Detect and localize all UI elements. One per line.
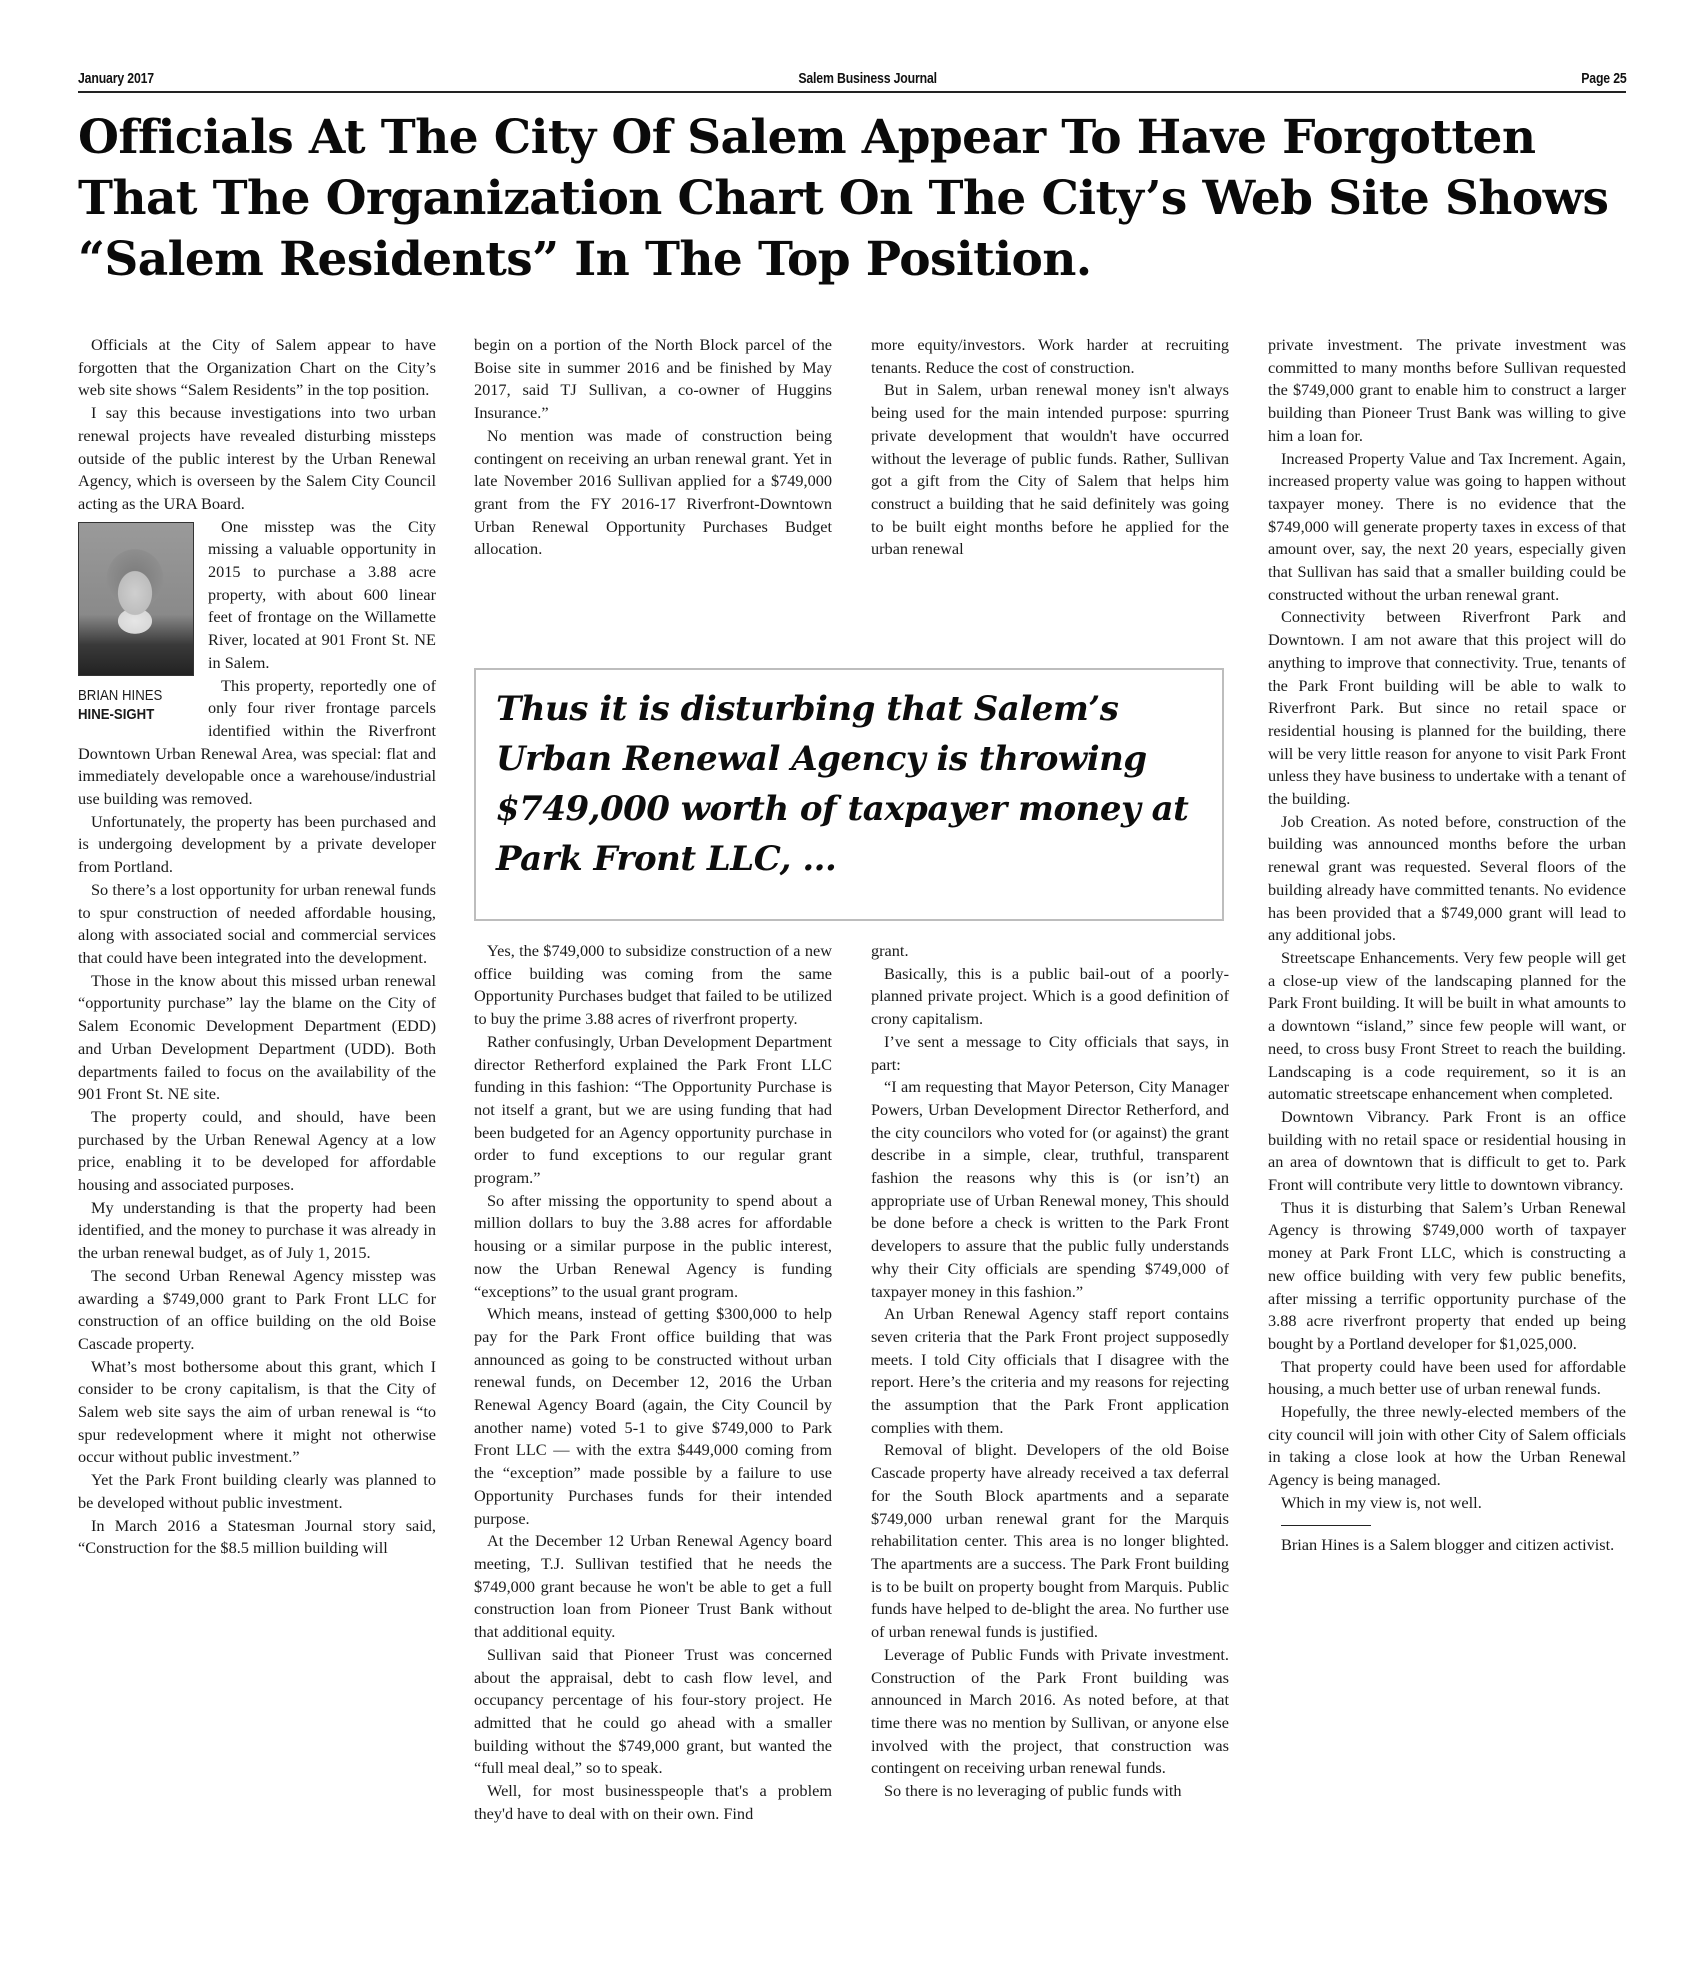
paragraph: Sullivan said that Pioneer Trust was concerned about the appraisal, debt to cash flow level, and occupancy percentage of his four-story project. He admitted that he could go ahead with a smaller building without the $749,000 grant, but wanted the “full meal deal,” so to speak. [474,1644,832,1778]
paragraph: I’ve sent a message to City officials that says, in part: [871,1031,1229,1074]
paragraph: Which in my view is, not well. [1281,1492,1482,1512]
paragraph: No mention was made of construction being contingent on receiving an urban renewal grant. Yet in late November 2016 Sullivan applied for a $749,000 grant from the FY 2016-17 Riverfront-Downtown Urban Renewal Opportunity Purchases Budget allocation. [474,425,832,559]
paragraph: begin on a portion of the North Block parcel of the Boise site in summer 2016 and be finished by May 2017, said TJ Sullivan, a co-owner of Huggins Insurance.” [474,335,832,423]
paragraph: The property could, and should, have been purchased by the Urban Renewal Agency at a low price, enabling it to be developed for affordable housing and associated purposes. [78,1106,436,1195]
paragraph: That property could have been used for affordable housing, a much better use of urban renewal funds. [1268,1356,1626,1399]
column-3-bottom [871,940,1229,1803]
paragraph: At the December 12 Urban Renewal Agency board meeting, T.J. Sullivan testified that he needs the $749,000 grant because he won't be able to get a full construction loan from Pioneer Trust Bank without that additional equity. [474,1531,832,1642]
paragraph: Hopefully, the three newly-elected members of the city council will join with other City of Salem officials in taking a close look at how the Urban Renewal Agency is being managed. [1268,1402,1626,1490]
author-bio: Brian Hines is a Salem blogger and citizen activist. [1281,1534,1615,1554]
pull-quote-box [474,668,1224,921]
paragraph: One misstep was the City missing a valuable opportunity in 2015 to purchase a 3.88 acre property, with about 600 linear feet of frontage on the Willamette River, located at 901 Front St. NE in Salem. [208,516,436,672]
paragraph: Leverage of Public Funds with Private investment. Construction of the Park Front building was announced in March 2016. As noted before, at that time there was no mention by Sullivan, or anyone else involved with the project, that construction was contingent on receiving urban renewal funds. [871,1644,1229,1778]
paragraph: grant. [871,941,909,960]
paragraph: Connectivity between Riverfront Park and Downtown. I am not aware that this project will do anything to improve that connectivity. True, tenants of the Park Front building will be able to walk to Riverfront Park. But since no retail space or residential housing is planned for the building, there will be very little reason for anyone to visit Park Front unless they have business to undertake with a tenant of the building. [1268,607,1626,809]
author-byline [78,522,196,725]
paragraph: Yet the Park Front building clearly was planned to be developed without public investment. [78,1470,436,1512]
paragraph: Yes, the $749,000 to subsidize construction of a new office building was coming from the same Opportunity Purchases budget that failed to be utilized to buy the prime 3.88 acres of riverfront property. [474,941,832,1029]
page-number: Page 25 [1581,70,1627,87]
column-3-top [871,334,1229,561]
paragraph: Officials at the City of Salem appear to have forgotten that the Organization Chart on the City’s web site shows “Salem Residents” in the top position. [78,335,436,400]
issue-date: January 2017 [78,70,154,87]
paragraph: Thus it is disturbing that Salem’s Urban Renewal Agency is throwing $749,000 worth of taxpayer money at Park Front LLC, which is constructing a new office building with very few public benefits, after missing a terrific opportunity purchase of the 3.88 acre riverfront property that ended up being bought by a Portland developer for $1,025,000. [1268,1197,1626,1353]
author-photo [78,522,194,676]
paragraph: Well, for most businesspeople that's a problem they'd have to deal with on their own. Find [474,1781,832,1823]
paragraph: But in Salem, urban renewal money isn't always being used for the main intended purpose: spurring private development that wouldn't have occurred without the leverage of public funds. Rather, Sullivan got a gift from the City of Salem that helps him construct a building that he said definitely was going to be built eight months before he applied for the urban renewal [871,380,1229,559]
paragraph: Those in the know about this missed urban renewal “opportunity purchase” lay the blame on the City of Salem Economic Development Department (EDD) and Urban Development Department (UDD). Both departments failed to focus on the availability of the 901 Front St. NE site. [78,970,436,1104]
paragraph: private investment. The private investment was committed to many months before Sullivan requested the $749,000 grant to enable him to construct a larger building than Pioneer Trust Bank was willing to give him a loan for. [1268,335,1626,445]
column-1 [78,334,436,1560]
paragraph: Rather confusingly, Urban Development Department director Retherford explained the Park Front LLC funding in this fashion: “The Opportunity Purchase is not itself a grant, but we are using funding that had been budgeted for an Agency opportunity purchase in order to fund exceptions to our regular grant program.” [474,1031,832,1188]
signature-divider [1281,1525,1371,1526]
paragraph: Unfortunately, the property has been purchased and is undergoing development by a private developer from Portland. [78,811,436,877]
pull-quote-text: Thus it is disturbing that Salem’s Urban Renewal Agency is throwing $749,000 worth of taxpayer money at Park Front LLC, ... [496,689,1189,879]
paragraph: In March 2016 a Statesman Journal story said, “Construction for the $8.5 million building will [78,1515,436,1558]
headline: Officials At The City Of Salem Appear To Have Forgotten That The Organization Chart On The City’s Web Site Shows “Salem Residents” In The Top Position. [78,110,1609,287]
paragraph: This property, reportedly one of only four river frontage parcels identified within the Riverfront Downtown Urban Renewal Area, was special: flat and immediately developable once a warehouse/industrial use building was removed. [78,675,436,809]
paragraph: So there is no leveraging of public funds with [884,1781,1182,1801]
paragraph: Which means, instead of getting $300,000 to help pay for the Park Front office building that was announced as going to be constructed without urban renewal funds, on December 12, 2016 the Urban Renewal Agency Board (again, the City Council by another name) voted 5-1 to give $749,000 to Park Front LLC — with the extra $449,000 coming from the “exception” made possible by a failure to use Opportunity Purchases funds for their intended purpose. [474,1304,832,1528]
author-name: BRIAN HINES [78,686,163,704]
paragraph: Downtown Vibrancy. Park Front is an office building with no retail space or residential housing in an area of downtown that is difficult to get to. Park Front will contribute very little to downtown vibrancy. [1268,1106,1626,1195]
paragraph: Streetscape Enhancements. Very few people will get a close-up view of the landscaping planned for the Park Front building. It will be built in what amounts to a downtown “island,” since few people will want, or need, to cross busy Front Street to reach the building. Landscaping is a code requirement, so it is an automatic streetscape enhancement when completed. [1268,947,1626,1104]
masthead-rule [78,91,1626,93]
paragraph: Job Creation. As noted before, construction of the building was announced months before the urban renewal grant was requested. Several floors of the building already have committed tenants. No evidence has been provided that a $749,000 grant will lead to any additional jobs. [1268,811,1626,945]
paragraph: more equity/investors. Work harder at recruiting tenants. Reduce the cost of construction. [871,335,1229,377]
paragraph: So after missing the opportunity to spend about a million dollars to buy the 3.88 acres for affordable housing or a similar purpose in the public interest, now the Urban Renewal Agency is funding “exceptions” to the usual grant program. [474,1190,832,1301]
paragraph: “I am requesting that Mayor Peterson, City Manager Powers, Urban Development Director Retherford, and the city councilors who voted for (or against) the grant describe in a simple, clear, truthful, transparent fashion the reasons why this is (or isn’t) an appropriate use of Urban Renewal money, This should be done before a check is written to the Park Front developers to assure that the public fully understands why their City officials are spending $749,000 of taxpayer money in this fashion.” [871,1077,1229,1301]
publication-name: Salem Business Journal [798,70,937,87]
column-2-top [474,334,832,561]
paragraph: What’s most bothersome about this grant, which I consider to be crony capitalism, is that the City of Salem web site says the aim of urban renewal is “to spur redevelopment where it might not otherwise occur without public investment.” [78,1356,436,1467]
paragraph: So there’s a lost opportunity for urban renewal funds to spur construction of needed affordable housing, along with associated social and commercial services that could have been integrated into the development. [78,879,436,967]
paragraph: I say this because investigations into two urban renewal projects have revealed disturbing missteps outside of the public interest by the Urban Renewal Agency, which is overseen by the Salem City Council acting as the URA Board. [78,403,436,513]
column-2-bottom [474,940,832,1825]
newspaper-page [78,70,1627,1823]
paragraph: Basically, this is a public bail-out of a poorly-planned private project. Which is a good definition of crony capitalism. [871,963,1229,1029]
paragraph: The second Urban Renewal Agency misstep was awarding a $749,000 grant to Park Front LLC for construction of an office building on the old Boise Cascade property. [78,1265,436,1353]
paragraph: Increased Property Value and Tax Increment. Again, increased property value was going to happen without taxpayer money. There is no evidence that the $749,000 will generate property taxes in excess of that amount over, say, the next 20 years, especially given that Sullivan has said that a smaller building could be constructed without the urban renewal grant. [1268,448,1626,604]
masthead [78,70,1627,89]
paragraph: Removal of blight. Developers of the old Boise Cascade property have already received a tax deferral for the South Block apartments and a separate $749,000 urban renewal grant for the Marquis rehabilitation center. This area is no longer blighted. The apartments are a success. The Park Front building is to be built on property bought from Marquis. Public funds have helped to de-blight the area. No further use of urban renewal funds is justified. [871,1440,1229,1642]
column-name: HINE-SIGHT [78,705,155,723]
column-4 [1268,334,1626,1556]
paragraph: An Urban Renewal Agency staff report contains seven criteria that the Park Front project supposedly meets. I told City officials that I disagree with the report. Here’s the criteria and my reasons for rejecting the assumption that the Park Front application complies with them. [871,1304,1229,1437]
paragraph: My understanding is that the property had been identified, and the money to purchase it was already in the urban renewal budget, as of July 1, 2015. [78,1197,436,1263]
